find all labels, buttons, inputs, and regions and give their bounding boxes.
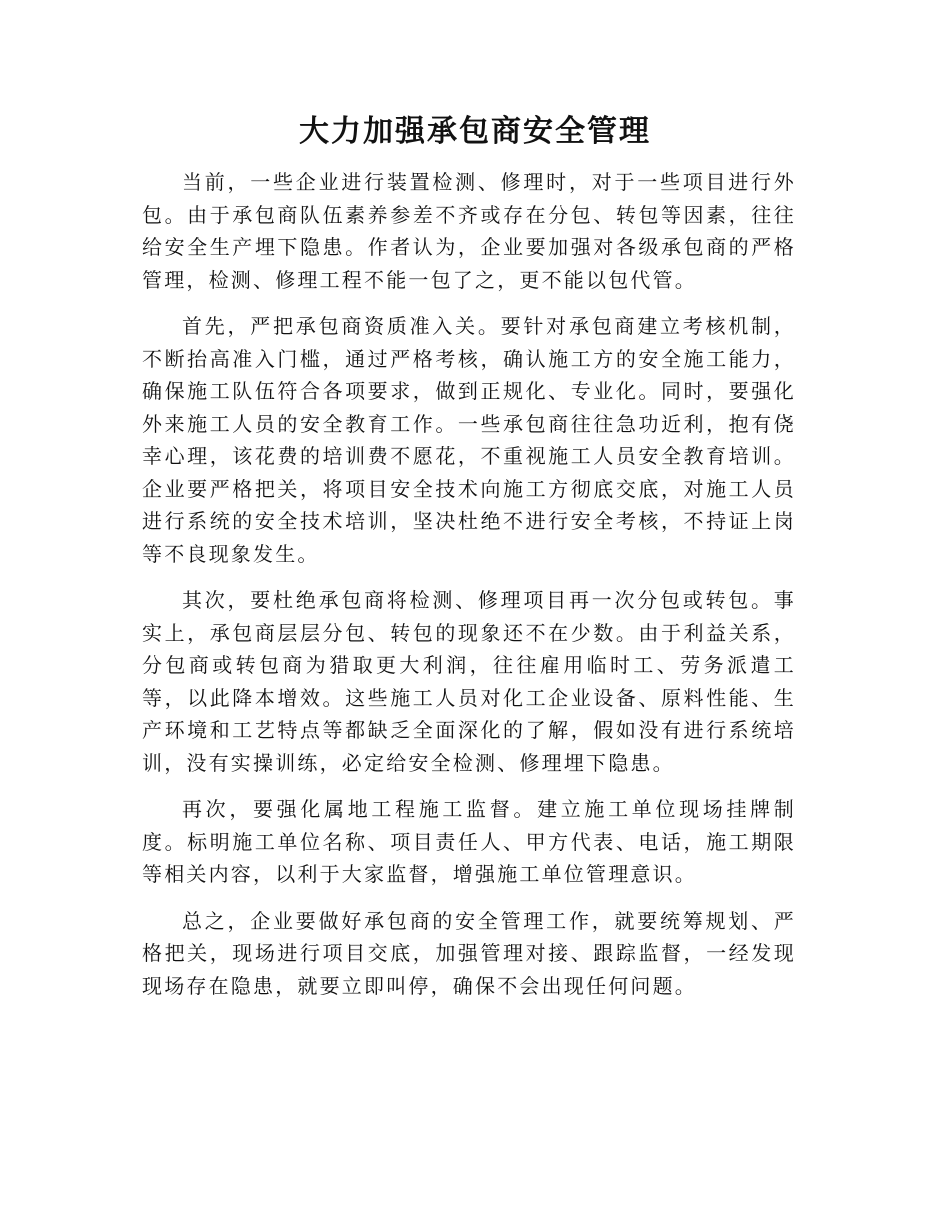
document-body [142,166,796,1016]
document-title: 大力加强承包商安全管理 [299,114,651,149]
paragraph-second: 其次，要杜绝承包商将检测、修理项目再一次分包或转包。事实上，承包商层层分包、转包的现象还不在少数。由于利益关系，分包商或转包商为猎取更大利润，往往雇用临时工、劳务派遣工等，以此降本增效。这些施工人员对化工企业设备、原料性能、生产环境和工艺特点等都缺乏全面深化的了解，假如没有进行系统培训，没有实操训练，必定给安全检测、修理埋下隐患。 [142,588,796,775]
paragraph-conclusion: 总之，企业要做好承包商的安全管理工作，就要统筹规划、严格把关，现场进行项目交底，加强管理对接、跟踪监督，一经发现现场存在隐患，就要立即叫停，确保不会出现任何问题。 [142,908,796,998]
paragraph-third: 再次，要强化属地工程施工监督。建立施工单位现场挂牌制度。标明施工单位名称、项目责任人、甲方代表、电话，施工期限等相关内容，以利于大家监督，增强施工单位管理意识。 [142,797,796,886]
paragraph-first: 首先，严把承包商资质准入关。要针对承包商建立考核机制，不断抬高准入门槛，通过严格考核，确认施工方的安全施工能力，确保施工队伍符合各项要求，做到正规化、专业化。同时，要强化外来施工人员的安全教育工作。一些承包商往往急功近利，抱有侥幸心理，该花费的培训费不愿花，不重视施工人员安全教育培训。企业要严格把关，将项目安全技术向施工方彻底交底，对施工人员进行系统的安全技术培训，坚决杜绝不进行安全考核，不持证上岗等不良现象发生。 [142,314,796,566]
paragraph-intro: 当前，一些企业进行装置检测、修理时，对于一些项目进行外包。由于承包商队伍素养参差不齐或存在分包、转包等因素，往往给安全生产埋下隐患。作者认为，企业要加强对各级承包商的严格管理，检测、修理工程不能一包了之，更不能以包代管。 [142,170,796,292]
